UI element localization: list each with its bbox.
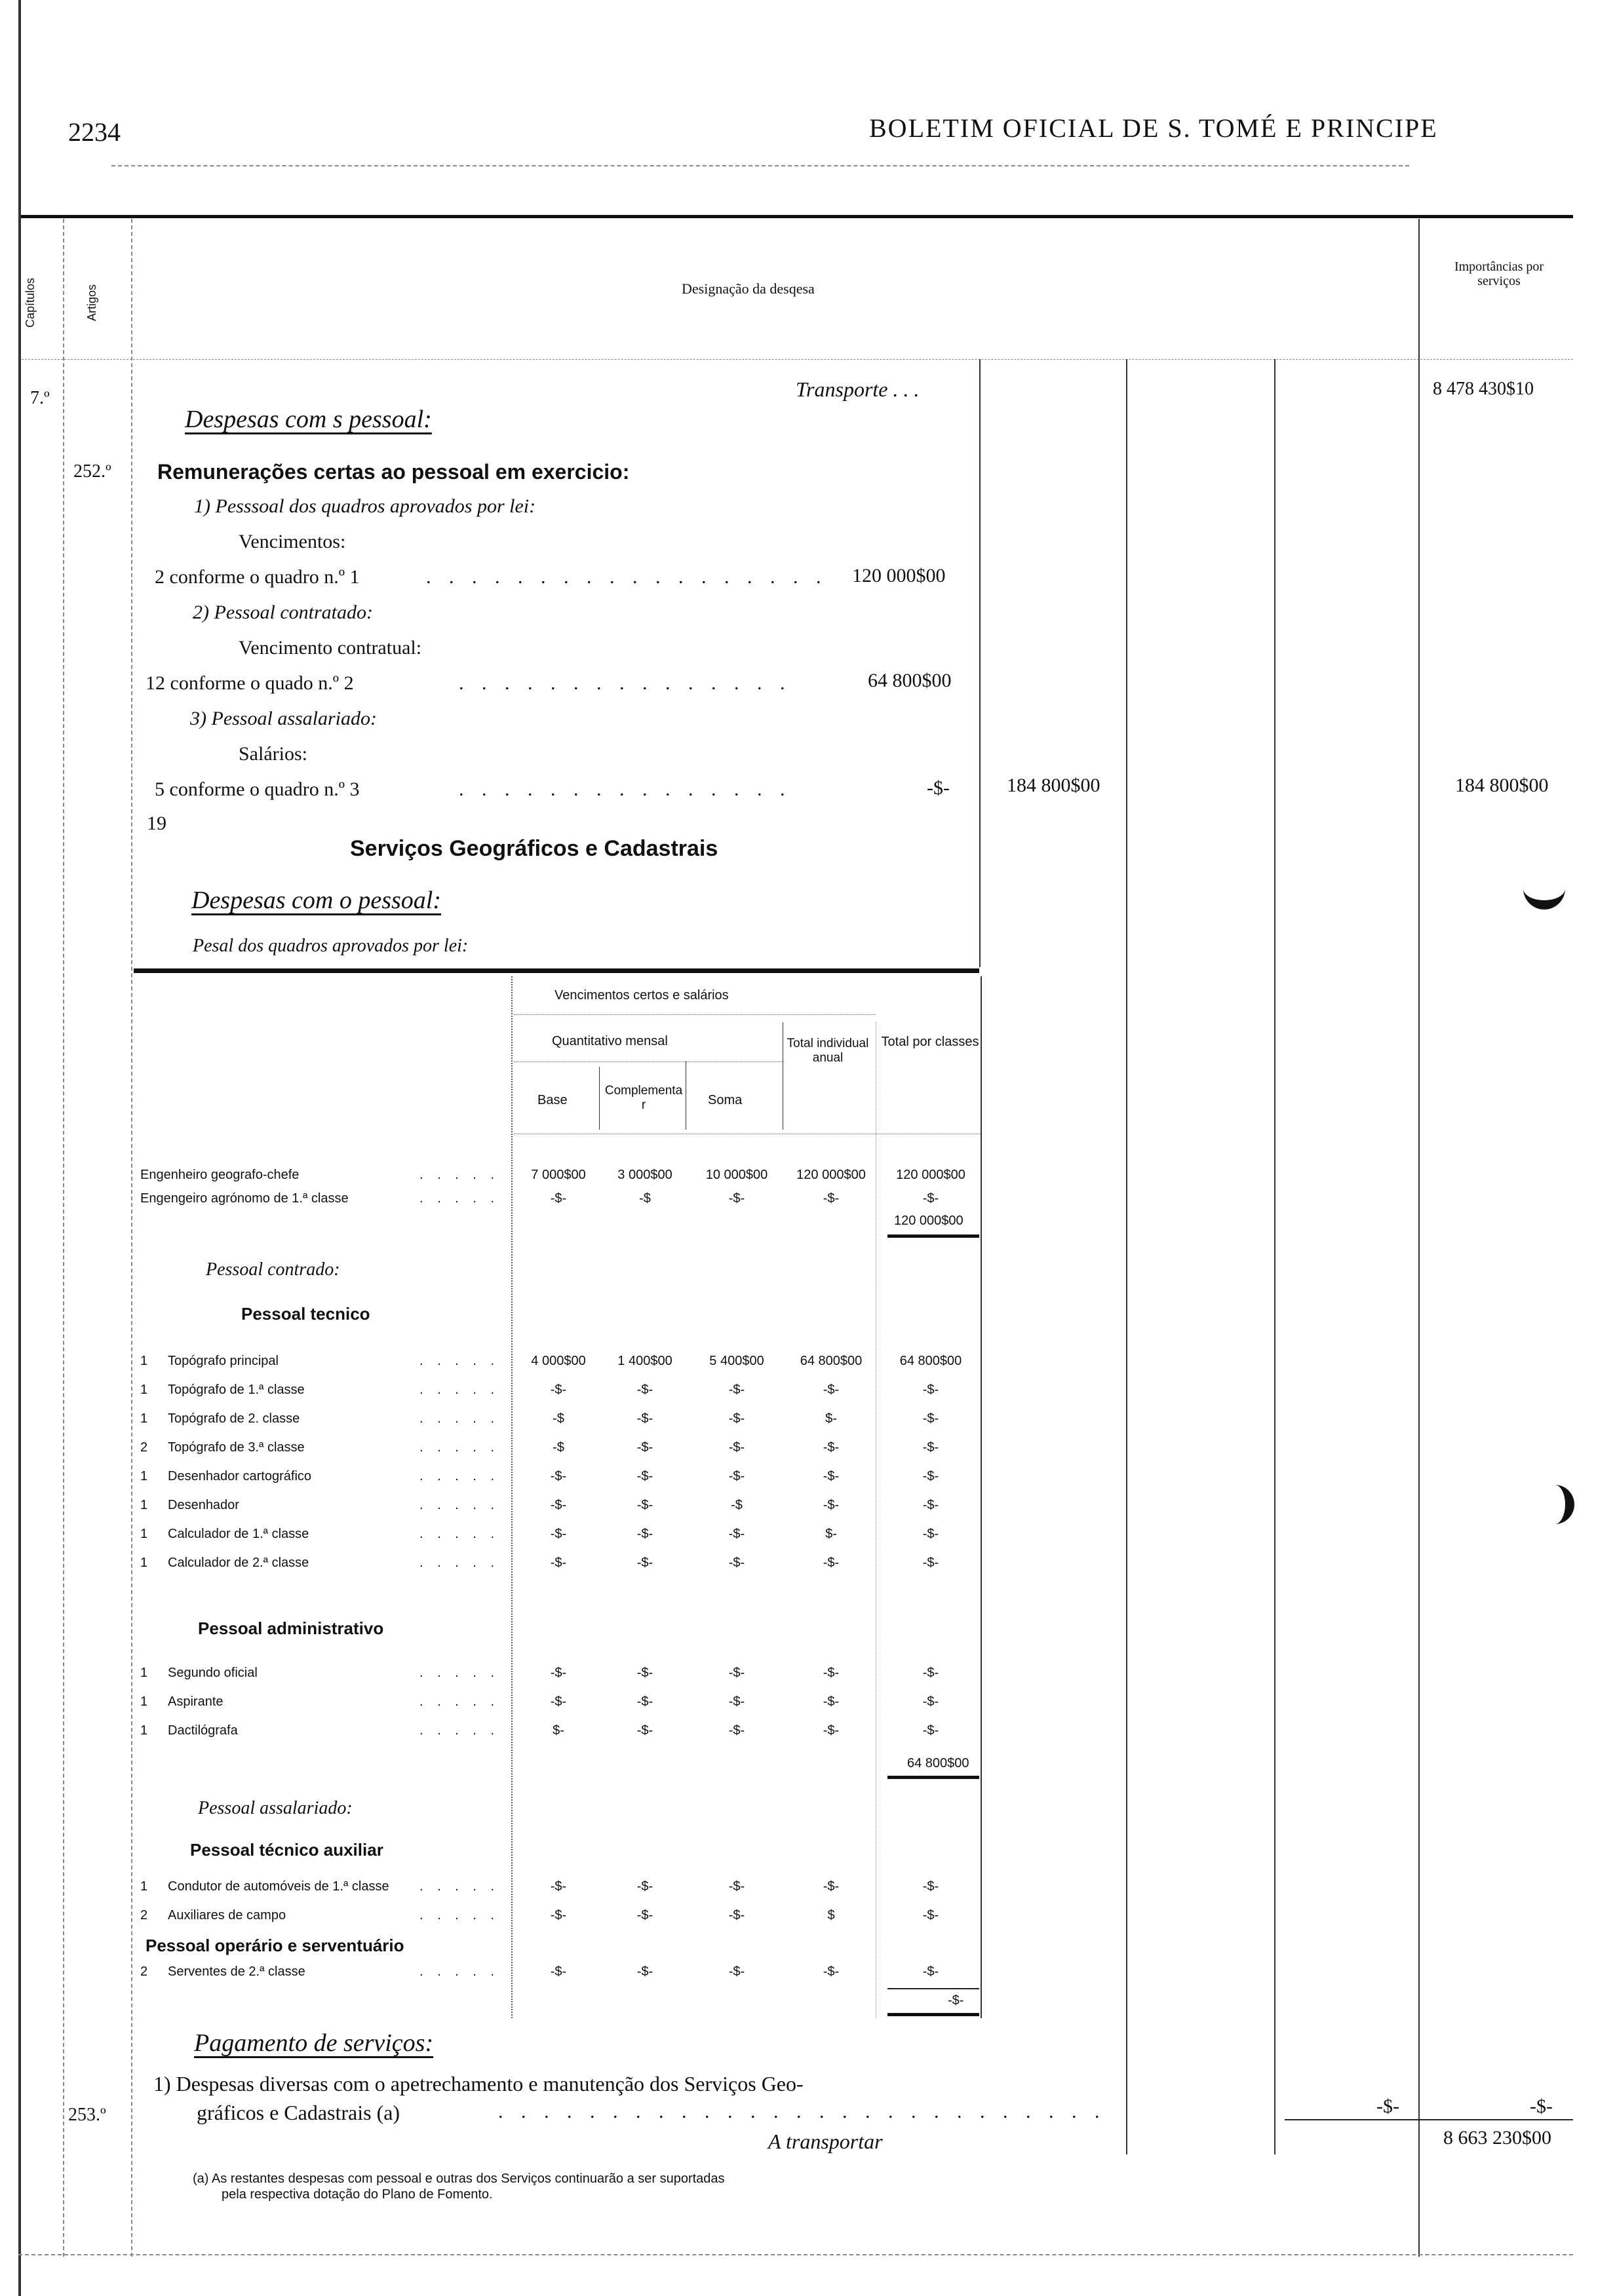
cell-anual: 120 000$00	[796, 1168, 866, 1182]
row-quantity: 1	[140, 1498, 148, 1512]
cell-base: 4 000$00	[531, 1354, 586, 1368]
salarios-label: Salários:	[239, 743, 307, 765]
item1-value: 120 000$00	[852, 565, 946, 586]
tecnico-title: Pessoal tecnico	[241, 1304, 370, 1324]
section2-thick-rule	[134, 968, 979, 973]
row-leader-dots: . . . . .	[419, 1498, 500, 1512]
cell-classes: -$-	[922, 1469, 939, 1483]
cell-soma: -$-	[728, 1879, 745, 1894]
item3-value: -$-	[927, 777, 950, 799]
row-quantity: 2	[140, 1908, 148, 1923]
cell-soma: 10 000$00	[705, 1168, 768, 1182]
subtotal-value: 184 800$00	[1007, 775, 1100, 796]
cell-base: -$-	[550, 1556, 567, 1570]
cell-classes: 120 000$00	[896, 1168, 965, 1182]
col-sub2-divider	[1274, 359, 1275, 2154]
cell-soma: -$-	[728, 1191, 745, 1206]
artigo-252: 252.º	[73, 461, 111, 482]
row-quantity: 1	[140, 1666, 148, 1680]
cell-base: -$-	[550, 1666, 567, 1680]
table-header-rule	[18, 359, 1573, 360]
section3-item-value: -$-	[1376, 2095, 1399, 2117]
row-label: Topógrafo principal	[168, 1354, 279, 1368]
section3-importancia: -$-	[1530, 2095, 1553, 2117]
cell-anual: -$-	[823, 1383, 840, 1397]
row-label: Engengeiro agrónomo de 1.ª classe	[140, 1191, 349, 1206]
row-label: Condutor de automóveis de 1.ª classe	[168, 1879, 389, 1894]
bottom-rule	[18, 2254, 1573, 2255]
cell-compl: -$-	[636, 1527, 653, 1541]
header-rule	[111, 165, 1409, 166]
table-header-total-classes: Total por classes	[881, 1035, 979, 1049]
row-quantity: 2	[140, 1964, 148, 1979]
cell-base: -$-	[550, 1964, 567, 1979]
item1-dots: . . . . . . . . . . . . . . . . . .	[426, 566, 828, 588]
row-label: Calculador de 2.ª classe	[168, 1556, 309, 1570]
cell-soma: -$-	[728, 1666, 745, 1680]
table-header-total-indiv: Total individual anual	[787, 1037, 869, 1065]
cell-classes: -$-	[922, 1411, 939, 1426]
cell-classes: -$-	[922, 1964, 939, 1979]
cell-compl: -$	[639, 1191, 651, 1206]
col-artigos-divider	[131, 219, 132, 2257]
row-quantity: 1	[140, 1354, 148, 1368]
a-transportar-label: A transportar	[768, 2130, 883, 2153]
item3-line: 5 conforme o quadro n.º 3	[155, 778, 360, 800]
table-right-divider	[981, 976, 982, 2018]
importancia-252: 184 800$00	[1455, 775, 1549, 796]
cell-classes: -$-	[922, 1879, 939, 1894]
cell-compl: -$-	[636, 1666, 653, 1680]
row-quantity: 1	[140, 1411, 148, 1426]
cell-anual: -$-	[823, 1964, 840, 1979]
cell-base: -$-	[550, 1879, 567, 1894]
cell-classes: -$-	[922, 1191, 939, 1206]
table-top-rule	[18, 215, 1573, 218]
assalariado-title: Pessoal assalariado:	[198, 1798, 353, 1818]
row-quantity: 1	[140, 1527, 148, 1541]
row-label: Topógrafo de 3.ª classe	[168, 1440, 305, 1455]
transporte-value: 8 478 430$10	[1433, 379, 1534, 399]
vencimento-contratual-label: Vencimento contratual:	[239, 637, 422, 659]
cell-soma: -$-	[728, 1469, 745, 1483]
table-col-label-divider	[511, 976, 513, 2018]
cell-base: -$	[553, 1411, 564, 1426]
cell-base: 7 000$00	[531, 1168, 586, 1182]
binder-hole-bottom	[1523, 1485, 1574, 1524]
header-artigos: Artigos	[85, 284, 98, 321]
item2-line: 12 conforme o quado n.º 2	[146, 672, 354, 694]
cell-anual: $	[827, 1908, 835, 1923]
col-designacao-divider	[979, 359, 981, 967]
vencimentos-label: Vencimentos:	[239, 531, 346, 552]
cell-compl: -$-	[636, 1879, 653, 1894]
row-quantity: 1	[140, 1556, 148, 1570]
cell-anual: -$-	[823, 1723, 840, 1738]
cell-base: -$-	[550, 1469, 567, 1483]
header-importancias: Importâncias por serviços	[1454, 259, 1544, 288]
cell-soma: -$	[731, 1498, 743, 1512]
row-leader-dots: . . . . .	[419, 1354, 500, 1368]
cell-soma: -$-	[728, 1723, 745, 1738]
row-label: Segundo oficial	[168, 1666, 258, 1680]
cell-anual: -$-	[823, 1469, 840, 1483]
row-label: Topógrafo de 1.ª classe	[168, 1383, 305, 1397]
cell-soma: -$-	[728, 1964, 745, 1979]
table-header-base: Base	[537, 1093, 568, 1107]
row-leader-dots: . . . . .	[419, 1168, 500, 1182]
cell-compl: -$-	[636, 1908, 653, 1923]
item3-dots: . . . . . . . . . . . . . . .	[459, 778, 792, 800]
administrativo-title: Pessoal administrativo	[198, 1618, 384, 1638]
row-label: Engenheiro geografo-chefe	[140, 1168, 300, 1182]
cell-compl: -$-	[636, 1383, 653, 1397]
contratado-total: 64 800$00	[907, 1756, 969, 1770]
transporte-label: Transporte . . .	[796, 377, 920, 401]
cell-anual: -$-	[823, 1440, 840, 1455]
cell-base: -$-	[550, 1498, 567, 1512]
cell-classes: -$-	[922, 1556, 939, 1570]
row-quantity: 1	[140, 1879, 148, 1894]
cell-base: $-	[553, 1723, 564, 1738]
cell-base: -$-	[550, 1527, 567, 1541]
remuneracoes-heading: Remunerações certas ao pessoal em exercicio:	[157, 460, 630, 484]
row-quantity: 1	[140, 1383, 148, 1397]
row-label: Topógrafo de 2. classe	[168, 1411, 300, 1426]
cell-compl: -$-	[636, 1556, 653, 1570]
item2-title: 2) Pessoal contratado:	[193, 602, 373, 623]
cell-anual: -$-	[823, 1666, 840, 1680]
cell-compl: -$-	[636, 1469, 653, 1483]
cell-classes: 64 800$00	[899, 1354, 962, 1368]
cell-compl: -$-	[636, 1964, 653, 1979]
col-capitulos-divider	[63, 219, 64, 2257]
row-leader-dots: . . . . .	[419, 1383, 500, 1397]
cell-base: -$-	[550, 1383, 567, 1397]
cell-soma: -$-	[728, 1908, 745, 1923]
row-quantity: 1	[140, 1723, 148, 1738]
row-leader-dots: . . . . .	[419, 1556, 500, 1570]
quadro1-total: 120 000$00	[894, 1214, 963, 1228]
table-header-compl: Complementar	[604, 1084, 683, 1112]
col-sub1-divider	[1126, 359, 1127, 2154]
header-capitulos: Capítulos	[24, 277, 37, 328]
cell-compl: -$-	[636, 1694, 653, 1709]
cell-soma: -$-	[728, 1527, 745, 1541]
row-leader-dots: . . . . .	[419, 1879, 500, 1894]
tecnico-auxiliar-title: Pessoal técnico auxiliar	[190, 1840, 383, 1860]
cell-classes: -$-	[922, 1908, 939, 1923]
section3-rule	[1285, 2119, 1573, 2120]
page-number: 2234	[68, 117, 121, 147]
cell-classes: -$-	[922, 1498, 939, 1512]
table-header-base-div	[599, 1067, 600, 1130]
operario-title: Pessoal operário e serventuário	[146, 1936, 404, 1955]
section3-item-dots: . . . . . . . . . . . . . . . . . . . . . . . . . . .	[498, 2101, 1106, 2122]
row-leader-dots: . . . . .	[419, 1191, 500, 1206]
header-designacao: Designação da desqesa	[682, 280, 815, 297]
row-label: Serventes de 2.ª classe	[168, 1964, 305, 1979]
table-header-soma: Soma	[708, 1093, 743, 1107]
row-leader-dots: . . . . .	[419, 1469, 500, 1483]
row-leader-dots: . . . . .	[419, 1723, 500, 1738]
cell-base: -$-	[550, 1908, 567, 1923]
capitulo-number: 7.º	[30, 388, 50, 408]
row-leader-dots: . . . . .	[419, 1908, 500, 1923]
col-importancias-divider	[1418, 219, 1420, 2257]
pesal-quadros-label: Pesal dos quadros aprovados por lei:	[193, 936, 469, 956]
cell-base: -$-	[550, 1191, 567, 1206]
cell-base: -$-	[550, 1694, 567, 1709]
cell-compl: 3 000$00	[617, 1168, 672, 1182]
cell-soma: -$-	[728, 1556, 745, 1570]
cell-anual: 64 800$00	[800, 1354, 863, 1368]
contratado-title: Pessoal contrado:	[206, 1259, 340, 1280]
artigo-253: 253.º	[68, 2105, 106, 2125]
row-quantity: 1	[140, 1694, 148, 1709]
page-title: BOLETIM OFICIAL DE S. TOMÉ E PRINCIPE	[869, 113, 1438, 143]
cell-classes: -$-	[922, 1527, 939, 1541]
despesas-pessoal-heading-2: Despesas com o pessoal:	[191, 887, 442, 914]
item1-line: 2 conforme o quadro n.º 1	[155, 566, 360, 588]
row-leader-dots: . . . . .	[419, 1527, 500, 1541]
assalariado-total-rule-top	[887, 1988, 979, 1989]
cell-compl: -$-	[636, 1498, 653, 1512]
row-label: Desenhador	[168, 1498, 239, 1512]
footnote-line1: (a) As restantes despesas com pessoal e outras dos Serviços continuarão a ser suportadas	[193, 2172, 725, 2186]
table-header-quant: Quantitativo mensal	[552, 1034, 668, 1048]
cell-classes: -$-	[922, 1440, 939, 1455]
cell-anual: -$-	[823, 1879, 840, 1894]
a-transportar-value: 8 663 230$00	[1443, 2127, 1551, 2149]
row-leader-dots: . . . . .	[419, 1411, 500, 1426]
table-header-top: Vencimentos certos e salários	[555, 988, 729, 1003]
row-label: Auxiliares de campo	[168, 1908, 286, 1923]
row-leader-dots: . . . . .	[419, 1666, 500, 1680]
cell-anual: -$-	[823, 1498, 840, 1512]
cell-compl: -$-	[636, 1440, 653, 1455]
row-label: Dactilógrafa	[168, 1723, 238, 1738]
row-label: Calculador de 1.ª classe	[168, 1527, 309, 1541]
section3-item-line2: gráficos e Cadastrais (a)	[197, 2101, 400, 2124]
cell-anual: -$-	[823, 1191, 840, 1206]
item2-dots: . . . . . . . . . . . . . . .	[459, 672, 792, 694]
item1-title: 1) Pesssoal dos quadros aprovados por lei:	[194, 495, 536, 517]
cell-soma: -$-	[728, 1440, 745, 1455]
cell-compl: 1 400$00	[617, 1354, 672, 1368]
row-label: Desenhador cartográfico	[168, 1469, 312, 1483]
row-leader-dots: . . . . .	[419, 1964, 500, 1979]
cell-classes: -$-	[922, 1694, 939, 1709]
contratado-total-rule	[887, 1776, 979, 1779]
row-leader-dots: . . . . .	[419, 1694, 500, 1709]
quadro1-total-rule	[887, 1234, 979, 1238]
item2-value: 64 800$00	[868, 670, 952, 691]
cell-soma: -$-	[728, 1694, 745, 1709]
count-19: 19	[147, 813, 166, 834]
section3-item-line1: 1) Despesas diversas com o apetrechamento e manutenção dos Serviços Geo-	[153, 2072, 804, 2095]
cell-anual: -$-	[823, 1694, 840, 1709]
cell-base: -$	[553, 1440, 564, 1455]
servicos-geograficos-title: Serviços Geográficos e Cadastrais	[350, 836, 718, 861]
cell-compl: -$-	[636, 1411, 653, 1426]
table-header-top-rule	[514, 1014, 876, 1015]
cell-soma: 5 400$00	[709, 1354, 764, 1368]
cell-anual: $-	[825, 1527, 837, 1541]
left-border	[18, 0, 21, 2296]
row-quantity: 2	[140, 1440, 148, 1455]
cell-classes: -$-	[922, 1723, 939, 1738]
row-quantity: 1	[140, 1469, 148, 1483]
item3-title: 3) Pessoal assalariado:	[190, 708, 377, 729]
assalariado-total: -$-	[948, 1993, 964, 2008]
cell-soma: -$-	[728, 1411, 745, 1426]
despesas-pessoal-heading: Despesas com s pessoal:	[185, 406, 432, 433]
row-leader-dots: . . . . .	[419, 1440, 500, 1455]
cell-classes: -$-	[922, 1383, 939, 1397]
assalariado-total-rule	[887, 2013, 979, 2016]
cell-classes: -$-	[922, 1666, 939, 1680]
cell-anual: -$-	[823, 1556, 840, 1570]
footnote-line2: pela respectiva dotação do Plano de Fomento.	[222, 2187, 493, 2202]
row-label: Aspirante	[168, 1694, 224, 1709]
cell-anual: $-	[825, 1411, 837, 1426]
cell-soma: -$-	[728, 1383, 745, 1397]
cell-compl: -$-	[636, 1723, 653, 1738]
binder-hole-top	[1523, 866, 1565, 909]
pagamento-servicos-heading: Pagamento de serviços:	[194, 2029, 434, 2057]
